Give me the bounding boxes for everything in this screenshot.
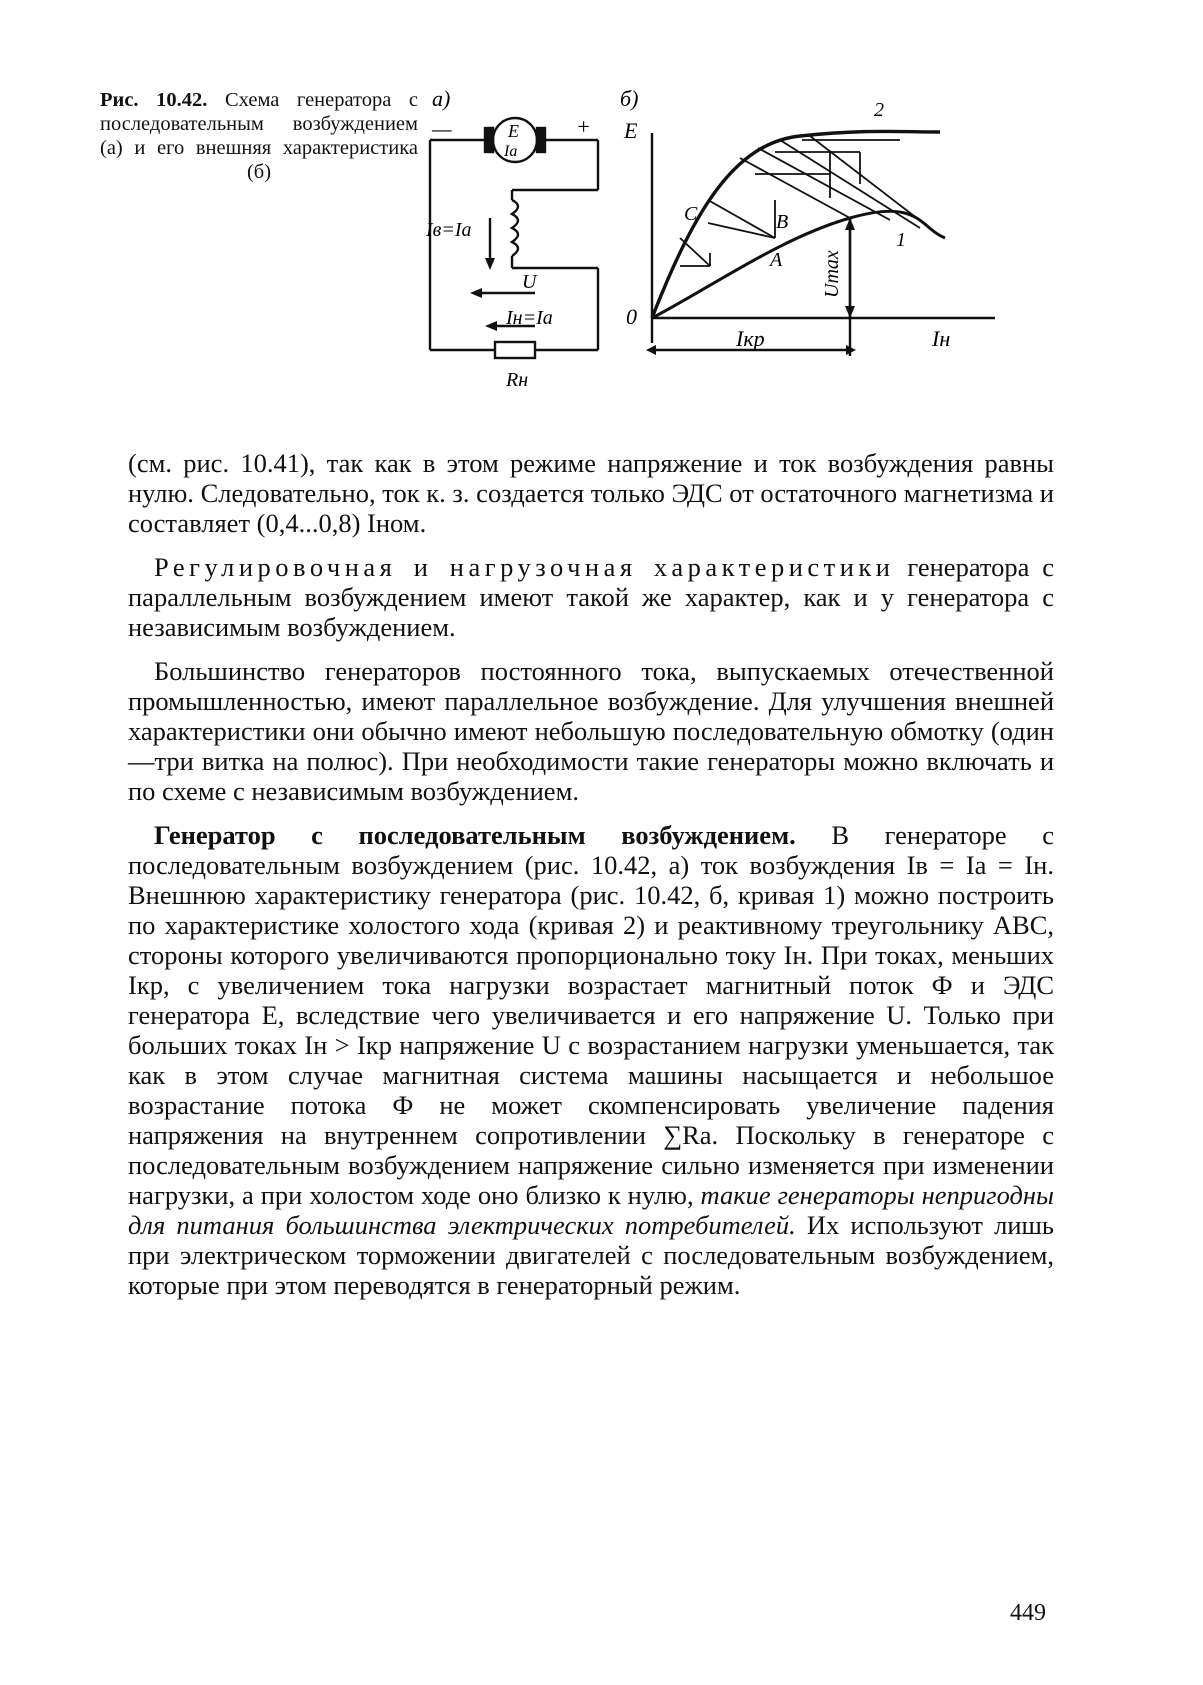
load-resistor-label: Rн	[506, 369, 529, 391]
panel-b-label: б)	[620, 86, 639, 111]
paragraph-3: Большинство генераторов постоянного тока, выпускаемых отечественной промышленностью, имеют параллельное возбуждение. Для улучшения внешней характеристики они обычно имеют небольшую последовательную обмотку (один—три витка на полюс). При необходимости такие генераторы можно включать и по схеме с независимым возбуждением.	[128, 656, 1054, 806]
armature-emf-label: E	[508, 121, 519, 141]
section-heading: Генератор с последовательным возбуждением.	[154, 820, 796, 850]
curve-1	[652, 211, 945, 318]
figure-10-42	[426, 86, 1000, 408]
panel-a-label: а)	[432, 86, 451, 111]
load-resistor	[495, 342, 535, 358]
figure-number: Рис. 10.42.	[100, 89, 208, 111]
paragraph-4	[128, 820, 1054, 1300]
figure-caption	[100, 88, 418, 184]
armature-current-label: Ia	[504, 143, 518, 160]
point-c-label: C	[684, 203, 698, 225]
figure-caption-text: Схема генератора с последовательным возбуждением (а) и его внешняя характеристика (б)	[100, 89, 419, 183]
minus-sign: —	[432, 116, 452, 141]
field-winding	[512, 200, 518, 256]
brush-left	[485, 128, 493, 152]
paragraph-4-text: В генераторе с последовательным возбуждением (рис. 10.42, а) ток возбуждения Iв = Iа = Iн. Внешнюю характеристику генератора (рис. 10.42, б, кривая 1) можно построить по характеристике холостого хода (кривая 2) и реактивному треугольнику ABC, стороны которого увеличиваются пропорционально току Iн. При токах, меньших Iкр, с увеличением тока нагрузки возрастает магнитный поток Ф и ЭДС генератора E, вследствие чего увеличивается и его напряжение U. Только при больших токах Iн > Iкр напряжение U с возрастанием нагрузки уменьшается, так как в этом случае магнитная система машины насыщается и небольшое возрастание потока Ф не может скомпенсировать увеличение падения напряжения на внутреннем сопротивлении ∑Ra. Поскольку в генераторе с последовательным возбуждением напряжение сильно изменяется при изменении нагрузки, а при холостом ходе оно близко к нулю,	[128, 820, 1054, 1210]
paragraph-4-end: Их используют лишь при электрическом торможении двигателей с последовательным возбуждением, которые при этом переводятся в генераторный режим.	[128, 1210, 1055, 1300]
point-b-label: B	[776, 211, 789, 233]
curve-2-label: 2	[874, 99, 884, 121]
paragraph-1: (см. рис. 10.41), так как в этом режиме напряжение и ток возбуждения равны нулю. Следовательно, ток к. з. создается только ЭДС от остаточного магнетизма и составляет (0,4...0,8) Iном.	[128, 448, 1054, 538]
plus-sign: +	[576, 114, 591, 139]
field-current-label: Iв=Ia	[426, 219, 472, 241]
paragraph-2-rest: генератора с параллельным возбуждением имеют такой же характер, как и у генератора с независимым возбуждением.	[128, 552, 1055, 642]
load-current-label: Iн=Ia	[506, 307, 553, 329]
x-axis-label: Iн	[932, 326, 951, 351]
paragraph-2	[128, 552, 1054, 642]
y-axis-label: E	[624, 118, 638, 143]
origin-label: 0	[626, 304, 637, 329]
paragraph-4-italic: такие генераторы непригодны для питания большинства электрических потребителей.	[128, 1180, 1054, 1240]
brush-right	[537, 128, 545, 152]
i-kr-label: Iкр	[736, 326, 765, 351]
point-a-label: A	[770, 249, 783, 271]
body-text	[128, 448, 1054, 1314]
u-max-label: Umax	[821, 250, 843, 298]
paragraph-2-spaced: Регулировочная и нагрузочная характеристики	[154, 552, 895, 582]
voltage-label: U	[522, 271, 537, 293]
curve-1-label: 1	[896, 229, 906, 251]
page-number: 449	[1010, 1600, 1046, 1626]
